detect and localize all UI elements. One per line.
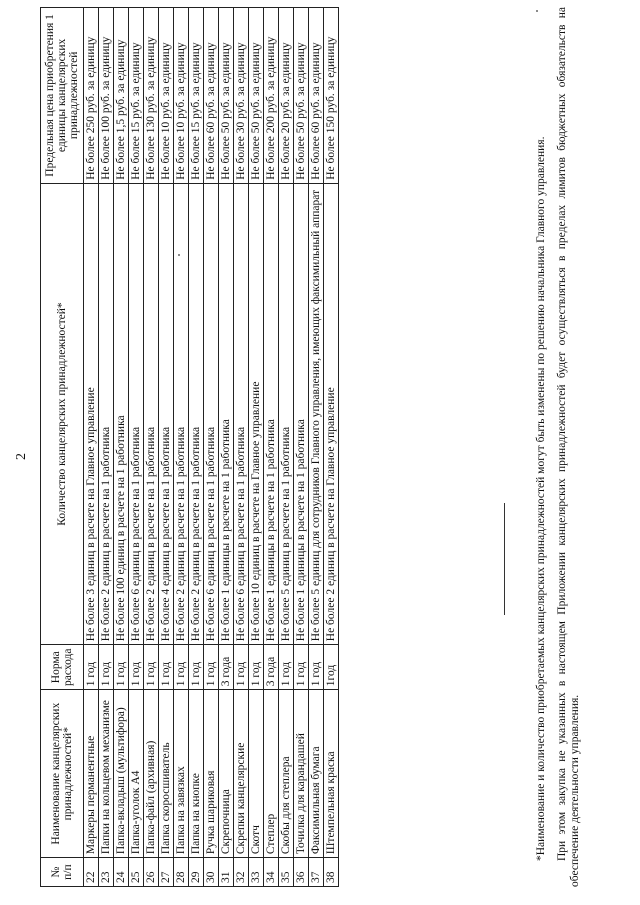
cell-norm: 3 года xyxy=(219,645,234,690)
table-row xyxy=(129,8,144,887)
cell-price: Не более 50 руб. за единицу xyxy=(249,8,264,184)
cell-num: 29 xyxy=(189,858,204,887)
cell-num: 24 xyxy=(114,858,129,887)
cell-price: Не более 1,5 руб. за единицу xyxy=(114,8,129,184)
cell-num: 23 xyxy=(99,858,114,887)
header-num: № п/п xyxy=(41,858,84,887)
cell-num: 36 xyxy=(294,858,309,887)
cell-norm: 1 год xyxy=(84,645,99,690)
cell-norm: 1 год xyxy=(144,645,159,690)
cell-qty: Не более 6 единиц в расчете на 1 работника xyxy=(234,183,249,644)
cell-price: Не более 15 руб. за единицу xyxy=(129,8,144,184)
cell-norm: 1 год xyxy=(294,645,309,690)
cell-price: Не более 10 руб. за единицу xyxy=(159,8,174,184)
cell-norm: 1 год xyxy=(114,645,129,690)
cell-num: 32 xyxy=(234,858,249,887)
footnote: *Наименование и количество приобретаемых канцелярских принадлежностей могут быть изменены по решению начальника Главного управления. xyxy=(535,136,547,861)
cell-num: 38 xyxy=(324,858,339,887)
closing-note: При этом закупка не указанных в настоящем Приложении канцелярских принадлежностей будет осуществляться в пределах лимитов бюджетных обязательств на обеспечение деятельности управления. xyxy=(556,7,581,887)
cell-qty: Не более 1 единицы в расчете на 1 работника xyxy=(294,183,309,644)
table-row xyxy=(99,8,114,887)
cell-name: Папка-вкладыш (мультифора) xyxy=(114,690,129,858)
cell-qty: Не более 5 единиц в расчете на 1 работника xyxy=(279,183,294,644)
cell-norm: 1 год xyxy=(189,645,204,690)
cell-price: Не более 150 руб. за единицу xyxy=(324,8,339,184)
cell-name: Папка на кнопке xyxy=(189,690,204,858)
table-row xyxy=(264,8,279,887)
header-name: Наименование канцелярских принадлежностей* xyxy=(41,690,84,858)
cell-norm: 1 год xyxy=(279,645,294,690)
cell-num: 37 xyxy=(309,858,324,887)
cell-price: Не более 50 руб. за единицу xyxy=(294,8,309,184)
cell-qty: Не более 4 единиц в расчете на 1 работника xyxy=(159,183,174,644)
table-row xyxy=(279,8,294,887)
cell-name: Факсимильная бумага xyxy=(309,690,324,858)
cell-qty: Не более 6 единиц в расчете на 1 работника xyxy=(129,183,144,644)
header-norm: Норма расхода xyxy=(41,645,84,690)
cell-price: Не более 130 руб. за единицу xyxy=(144,8,159,184)
cell-name: Точилка для карандашей xyxy=(294,690,309,858)
scan-speck xyxy=(178,254,180,256)
cell-name: Папка на завязках xyxy=(174,690,189,858)
cell-norm: 3 года xyxy=(264,645,279,690)
table-row xyxy=(144,8,159,887)
cell-name: Папка-файл (архивная) xyxy=(144,690,159,858)
cell-qty: Не более 3 единиц в расчете на Главное управление xyxy=(84,183,99,644)
cell-norm: 1 год xyxy=(249,645,264,690)
cell-name: Скрепочница xyxy=(219,690,234,858)
cell-name: Скрепки канцелярские xyxy=(234,690,249,858)
table-row xyxy=(234,8,249,887)
cell-num: 35 xyxy=(279,858,294,887)
cell-price: Не более 20 руб. за единицу xyxy=(279,8,294,184)
cell-name: Скотч xyxy=(249,690,264,858)
cell-price: Не более 100 руб. за единицу xyxy=(99,8,114,184)
cell-num: 26 xyxy=(144,858,159,887)
table-row xyxy=(219,8,234,887)
cell-num: 25 xyxy=(129,858,144,887)
cell-norm: 1год xyxy=(324,645,339,690)
cell-qty: Не более 2 единиц в расчете на Главное управление xyxy=(324,183,339,644)
table-header-row xyxy=(41,8,84,887)
cell-name: Папки на кольцевом механизме xyxy=(99,690,114,858)
table-row xyxy=(189,8,204,887)
cell-name: Степлер xyxy=(264,690,279,858)
cell-name: Скобы для степлера xyxy=(279,690,294,858)
cell-price: Не более 10 руб. за единицу xyxy=(174,8,189,184)
table-row xyxy=(324,8,339,887)
cell-num: 34 xyxy=(264,858,279,887)
cell-num: 33 xyxy=(249,858,264,887)
cell-name: Ручка шариковая xyxy=(204,690,219,858)
table-row xyxy=(84,8,99,887)
table-row xyxy=(159,8,174,887)
cell-price: Не более 250 руб. за единицу xyxy=(84,8,99,184)
table-row xyxy=(294,8,309,887)
cell-num: 22 xyxy=(84,858,99,887)
cell-num: 31 xyxy=(219,858,234,887)
page-number: 2 xyxy=(14,453,29,460)
cell-qty: Не более 2 единиц в расчете на 1 работника xyxy=(144,183,159,644)
cell-name: Маркеры перманентные xyxy=(84,690,99,858)
cell-qty: Не более 100 единиц в расчете на 1 работника xyxy=(114,183,129,644)
cell-price: Не более 200 руб. за единицу xyxy=(264,8,279,184)
cell-norm: 1 год xyxy=(99,645,114,690)
table-row xyxy=(309,8,324,887)
cell-price: Не более 30 руб. за единицу xyxy=(234,8,249,184)
cell-qty: Не более 5 единиц для сотрудников Главного управления, имеющих факсимильный аппарат xyxy=(309,183,324,644)
cell-price: Не более 60 руб. за единицу xyxy=(309,8,324,184)
cell-qty: Не более 1 единицы в расчете на 1 работника xyxy=(264,183,279,644)
cell-name: Папка скоросшиватель xyxy=(159,690,174,858)
cell-num: 30 xyxy=(204,858,219,887)
cell-qty: Не более 2 единиц в расчете на 1 работника xyxy=(189,183,204,644)
cell-num: 28 xyxy=(174,858,189,887)
cell-num: 27 xyxy=(159,858,174,887)
cell-norm: 1 год xyxy=(159,645,174,690)
table-row xyxy=(249,8,264,887)
cell-norm: 1 год xyxy=(174,645,189,690)
scan-speck xyxy=(536,10,538,12)
table-row xyxy=(204,8,219,887)
cell-norm: 1 год xyxy=(204,645,219,690)
supplies-table xyxy=(40,7,339,887)
cell-qty: Не более 10 единиц в расчете на Главное управление xyxy=(249,183,264,644)
table-row xyxy=(174,8,189,887)
cell-norm: 1 год xyxy=(129,645,144,690)
cell-name: Штемпельная краска xyxy=(324,690,339,858)
separator-line xyxy=(504,503,505,615)
cell-qty: Не более 1 единицы в расчете на 1 работника xyxy=(219,183,234,644)
table-body xyxy=(84,8,339,887)
cell-price: Не более 60 руб. за единицу xyxy=(204,8,219,184)
cell-qty: Не более 2 единиц в расчете на 1 работника xyxy=(174,183,189,644)
table-row xyxy=(114,8,129,887)
header-qty: Количество канцелярских принадлежностей* xyxy=(41,183,84,644)
cell-qty: Не более 2 единиц в расчете на 1 работника xyxy=(99,183,114,644)
cell-name: Папка-уголок А4 xyxy=(129,690,144,858)
cell-price: Не более 50 руб. за единицу xyxy=(219,8,234,184)
cell-price: Не более 15 руб. за единицу xyxy=(189,8,204,184)
header-price: Предельная цена приобретения 1 единицы канцелярских принадлежностей xyxy=(41,8,84,184)
cell-norm: 1 год xyxy=(309,645,324,690)
cell-qty: Не более 6 единиц в расчете на 1 работника xyxy=(204,183,219,644)
cell-norm: 1 год xyxy=(234,645,249,690)
